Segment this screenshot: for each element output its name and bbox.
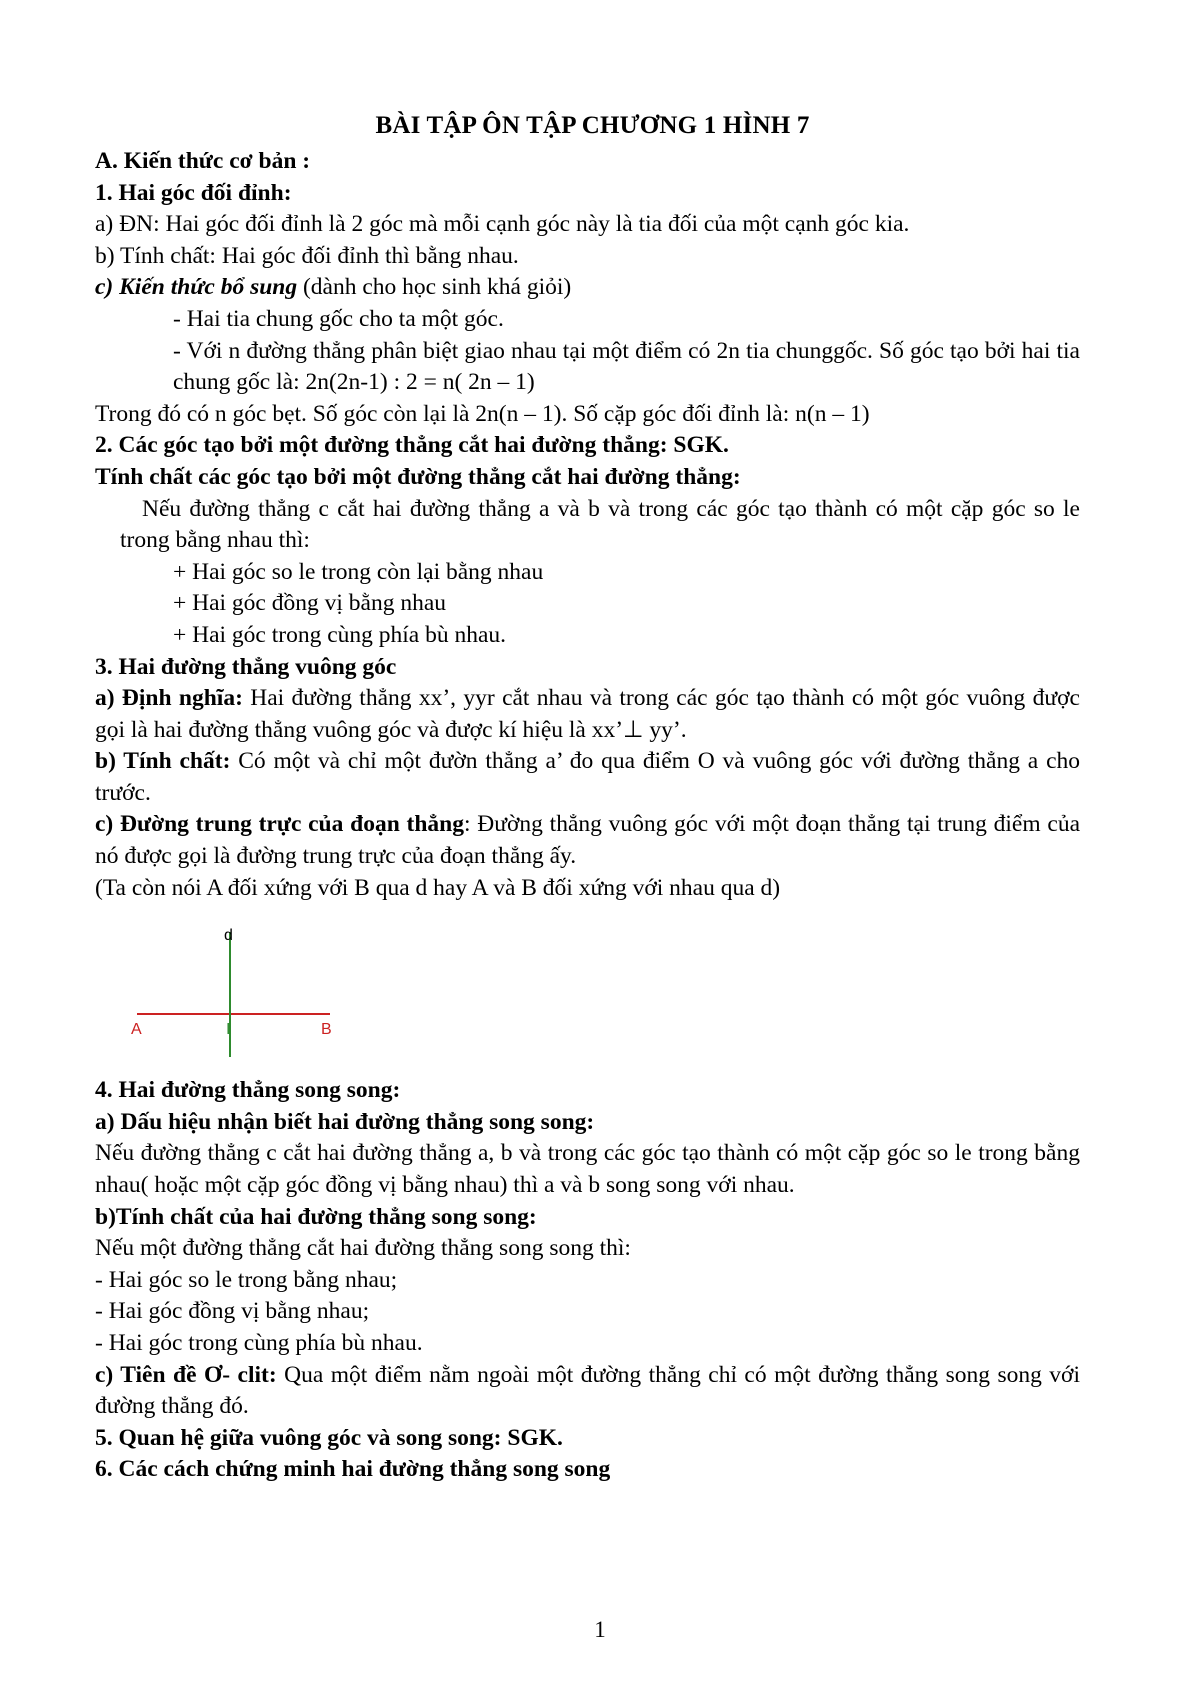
section-2-subheading: Tính chất các góc tạo bởi một đường thẳng cắt hai đường thẳng:	[95, 463, 741, 490]
section-3-b-bold: b) Tính chất:	[95, 748, 231, 775]
section-1-heading: 1. Hai góc đối đỉnh:	[95, 179, 292, 206]
figure-label-a: A	[131, 1021, 142, 1039]
section-4-b-item2: - Hai góc đồng vị bằng nhau;	[95, 1298, 370, 1325]
section-2-heading: 2. Các góc tạo bởi một đường thẳng cắt hai đường thẳng: SGK.	[95, 432, 729, 459]
page-number: 1	[594, 1617, 606, 1642]
section-4-a-heading: a) Dấu hiệu nhận biết hai đường thẳng song song:	[95, 1108, 595, 1135]
section-5-heading: 5. Quan hệ giữa vuông góc và song song: SGK.	[95, 1424, 563, 1451]
section-1-b: b) Tính chất: Hai góc đối đỉnh thì bằng nhau.	[95, 242, 519, 269]
section-4-a-body: Nếu đường thẳng c cắt hai đường thẳng a, b và trong các góc tạo thành có một cặp góc so le trong bằng nhau( hoặc một cặp góc đồng vị bằng nhau) thì a và b song song với nhau.	[95, 1140, 1080, 1199]
figure-label-d: d	[224, 927, 233, 945]
section-3-note: (Ta còn nói A đối xứng với B qua d hay A và B đối xứng với nhau qua d)	[95, 874, 781, 901]
perpendicular-bisector-figure	[95, 922, 1080, 1067]
section-1-c-rest: (dành cho học sinh khá giỏi)	[302, 274, 572, 301]
section-a-heading: A. Kiến thức cơ bản :	[95, 148, 311, 174]
section-3-a	[95, 683, 1080, 746]
section-3-b-rest: Có một và chỉ một đườn thẳng a’ đo qua điểm O và vuông góc với đường thẳng a cho trước.	[95, 748, 1080, 806]
section-3-c-rest: : Đường thẳng vuông góc với một đoạn thẳng tại trung điểm của nó được gọi là đường trung trực của đoạn thẳng ấy.	[95, 811, 1080, 870]
section-1-c-item3: Trong đó có n góc bẹt. Số góc còn lại là 2n(n – 1). Số cặp góc đối đỉnh là: n(n – 1)	[95, 400, 870, 427]
section-1-c-item1: - Hai tia chung gốc cho ta một góc.	[173, 305, 504, 332]
figure-label-b: B	[321, 1021, 332, 1039]
section-3-c	[95, 809, 1080, 872]
figure-svg	[125, 922, 385, 1062]
section-4-heading: 4. Hai đường thẳng song song:	[95, 1077, 401, 1104]
section-3-b	[95, 746, 1080, 809]
section-1-c	[95, 272, 1080, 304]
section-4-b-body: Nếu một đường thẳng cắt hai đường thẳng song song thì:	[95, 1235, 631, 1262]
section-3-c-bold: c) Đường trung trực của đoạn thẳng	[95, 811, 464, 838]
figure-label-i: I	[226, 1021, 231, 1039]
section-2-item1: + Hai góc so le trong còn lại bằng nhau	[173, 558, 544, 585]
section-2-item2: + Hai góc đồng vị bằng nhau	[173, 590, 447, 617]
section-1-a: a) ĐN: Hai góc đối đỉnh là 2 góc mà mỗi cạnh góc này là tia đối của một cạnh góc kia.	[95, 211, 910, 238]
section-2-body: Nếu đường thẳng c cắt hai đường thẳng a và b và trong các góc tạo thành có một cặp góc so le trong bằng nhau thì:	[120, 495, 1080, 554]
section-4-c-bold: c) Tiên đề Ơ- clit:	[95, 1361, 277, 1388]
section-3-a-rest: Hai đường thẳng xx’, yyr cắt nhau và trong các góc tạo thành có một góc vuông được gọi là hai đường thẳng vuông góc và được kí hiệu là xx’⊥ yy’.	[95, 685, 1080, 743]
section-3-a-bold: a) Định nghĩa:	[95, 685, 243, 712]
section-4-c-rest: Qua một điểm nằm ngoài một đường thẳng chỉ có một đường thẳng song song với đường thẳng đó.	[95, 1361, 1081, 1420]
section-4-b-item1: - Hai góc so le trong bằng nhau;	[95, 1266, 398, 1293]
section-2-item3: + Hai góc trong cùng phía bù nhau.	[173, 621, 507, 648]
section-4-b-heading: b)Tính chất của hai đường thẳng song song:	[95, 1203, 537, 1230]
section-1-c-bold: c) Kiến thức bổ sung	[95, 274, 303, 301]
section-4-c	[95, 1360, 1080, 1423]
page-title: BÀI TẬP ÔN TẬP CHƯƠNG 1 HÌNH 7	[375, 112, 810, 139]
section-1-c-item2: - Với n đường thẳng phân biệt giao nhau tại một điểm có 2n tia chunggốc. Số góc tạo bởi hai tia chung gốc là: 2n(2n-1) : 2 = n( 2n – 1)	[173, 337, 1080, 396]
section-6-heading: 6. Các cách chứng minh hai đường thẳng song song	[95, 1456, 611, 1483]
section-4-b-item3: - Hai góc trong cùng phía bù nhau.	[95, 1330, 423, 1356]
section-3-heading: 3. Hai đường thẳng vuông góc	[95, 653, 397, 680]
